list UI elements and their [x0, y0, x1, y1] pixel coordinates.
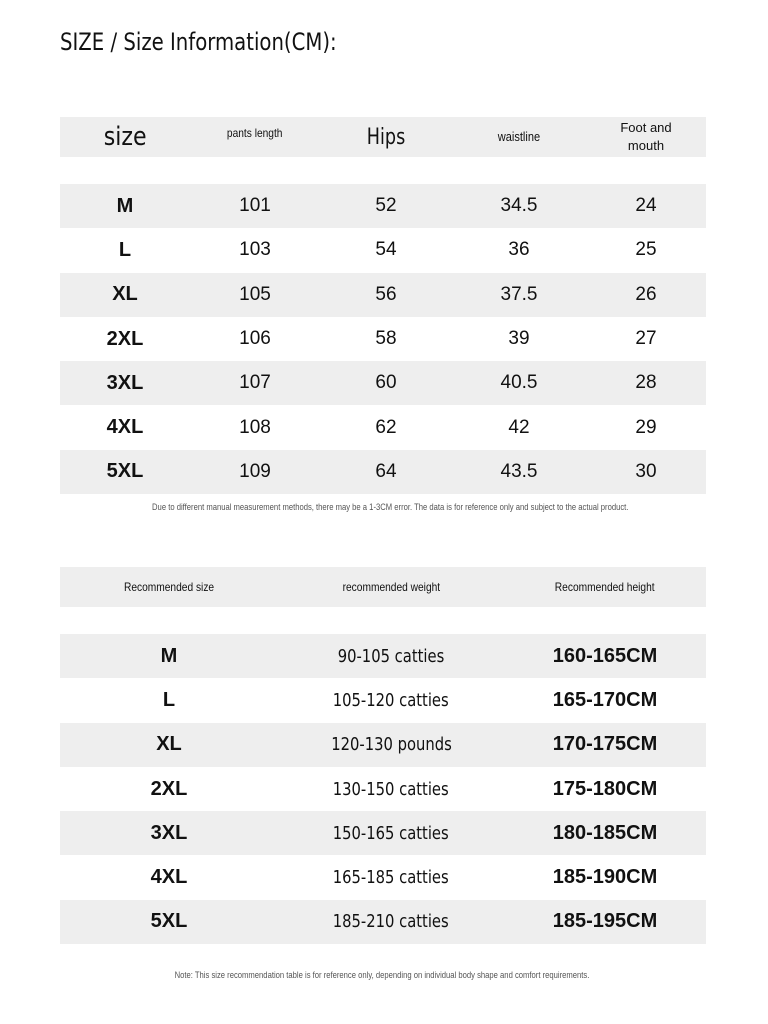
foot-mouth-cell: 30 — [635, 460, 657, 482]
height-cell: 180-185CM — [552, 821, 658, 844]
measurement-note: Due to different manual measurement methods, there may be a 1-3CM error. The data is for reference only and subject to the actual product. — [151, 502, 629, 512]
size-cell: 5XL — [106, 460, 144, 483]
weight-cell: 150-165 catties — [333, 822, 449, 844]
foot-mouth-cell: 29 — [635, 416, 657, 438]
size-table — [60, 117, 706, 494]
foot-mouth-cell: 26 — [635, 283, 657, 305]
weight-cell: 90-105 catties — [337, 645, 445, 667]
waistline-cell: 36 — [508, 239, 530, 261]
size-cell: L — [118, 238, 132, 261]
table-row — [60, 361, 706, 405]
hips-cell: 58 — [375, 328, 397, 350]
pants-length-cell: 107 — [239, 372, 271, 394]
table-row — [60, 228, 706, 272]
size-cell: 2XL — [106, 327, 144, 350]
size-cell: 3XL — [150, 821, 188, 844]
weight-cell: 120-130 pounds — [330, 734, 452, 756]
pants-length-cell: 103 — [239, 239, 271, 261]
height-cell: 160-165CM — [552, 644, 658, 667]
size-cell: 5XL — [150, 910, 188, 933]
size-cell: XL — [156, 733, 182, 756]
size-cell: 3XL — [106, 371, 144, 394]
recommendation-note: Note: This size recommendation table is for reference only, depending on individual body shape and comfort requirements. — [174, 970, 590, 980]
waistline-cell: 34.5 — [500, 195, 538, 217]
waistline-cell: 42 — [508, 416, 530, 438]
pants-length-cell: 101 — [239, 195, 271, 217]
table-row — [60, 405, 706, 449]
foot-mouth-cell: 27 — [635, 328, 657, 350]
header-recommended-size: Recommended size — [123, 580, 215, 594]
size-cell: 4XL — [106, 416, 144, 439]
size-cell: 4XL — [150, 866, 188, 889]
pants-length-cell: 109 — [239, 460, 271, 482]
page-title: SIZE / Size Information(CM): — [60, 28, 337, 56]
weight-cell: 105-120 catties — [333, 689, 449, 711]
hips-cell: 62 — [375, 416, 397, 438]
size-cell: XL — [112, 283, 138, 306]
header-pants-length: pants length — [227, 126, 283, 140]
table-row — [60, 900, 706, 944]
header-recommended-height: Recommended height — [555, 580, 655, 594]
pants-length-cell: 108 — [239, 416, 271, 438]
table-row — [60, 811, 706, 855]
table-row — [60, 723, 706, 767]
hips-cell: 64 — [375, 460, 397, 482]
hips-cell: 60 — [375, 372, 397, 394]
height-cell: 185-190CM — [552, 866, 658, 889]
height-cell: 165-170CM — [552, 688, 658, 711]
height-cell: 175-180CM — [552, 777, 658, 800]
table-row — [60, 634, 706, 678]
hips-cell: 54 — [375, 239, 397, 261]
pants-length-cell: 106 — [239, 328, 271, 350]
table-row — [60, 855, 706, 899]
weight-cell: 165-185 catties — [333, 867, 449, 889]
size-table-header — [60, 117, 706, 157]
foot-mouth-cell: 28 — [635, 372, 657, 394]
hips-cell: 56 — [375, 283, 397, 305]
table-row — [60, 767, 706, 811]
weight-cell: 130-150 catties — [333, 778, 449, 800]
waistline-cell: 40.5 — [500, 372, 538, 394]
recommendation-table — [60, 567, 706, 944]
table-row — [60, 184, 706, 228]
weight-cell: 185-210 catties — [333, 911, 449, 933]
hips-cell: 52 — [375, 195, 397, 217]
header-waistline: waistline — [497, 129, 541, 144]
waistline-cell: 43.5 — [500, 460, 538, 482]
height-cell: 170-175CM — [552, 733, 658, 756]
table-row — [60, 678, 706, 722]
size-cell: 2XL — [150, 777, 188, 800]
header-foot-and-mouth: Foot and mouth — [620, 120, 672, 153]
table-row — [60, 317, 706, 361]
header-size: size — [103, 122, 147, 152]
size-cell: M — [160, 644, 178, 667]
header-hips: Hips — [366, 124, 406, 150]
waistline-cell: 39 — [508, 328, 530, 350]
size-cell: L — [162, 688, 176, 711]
foot-mouth-cell: 24 — [635, 195, 657, 217]
size-cell: M — [116, 194, 134, 217]
waistline-cell: 37.5 — [500, 283, 538, 305]
header-recommended-weight: recommended weight — [342, 580, 440, 594]
table-row — [60, 273, 706, 317]
recommendation-table-header — [60, 567, 706, 607]
pants-length-cell: 105 — [239, 283, 271, 305]
height-cell: 185-195CM — [552, 910, 658, 933]
table-row — [60, 450, 706, 494]
foot-mouth-cell: 25 — [635, 239, 657, 261]
